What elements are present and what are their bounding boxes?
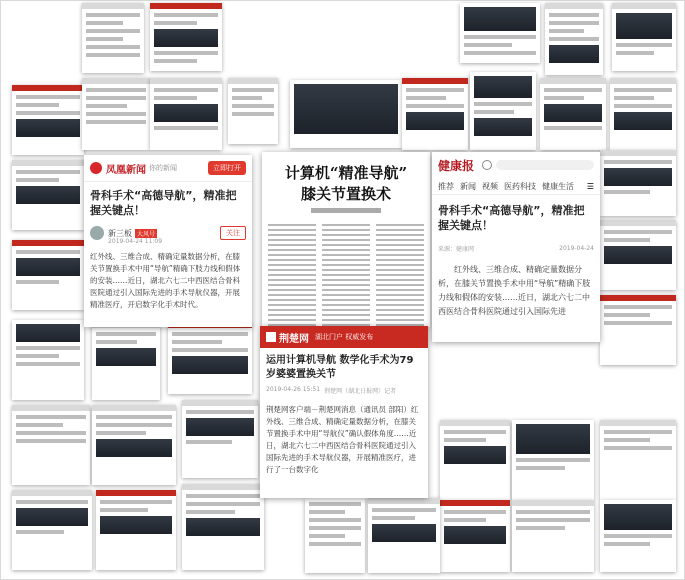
bg-shot [368,498,440,573]
ifeng-logo-icon [90,162,102,174]
ifeng-news-card [84,155,252,327]
bg-shot [600,150,676,216]
jiankang-card [432,152,600,342]
bg-shot [305,498,365,573]
bg-shot [610,78,676,150]
open-app-button[interactable]: 立即打开 [208,161,246,175]
bg-shot [512,420,594,500]
ifeng-body: 红外线、三维合成、精确定量数据分析，在膝关节置换手术中用“导航”精确下肢力线和假体的安装……近日，湖北六七二中西医结合骨科医院通过引入国际先进的手术导航仪器，开展精准医疗，开启数字化手术时代。 [90,252,241,309]
bg-shot [440,500,510,572]
bg-shot [92,322,160,400]
jingchu-headline: 运用计算机导航 数学化手术为79岁婆婆置换关节 [266,355,414,380]
bg-shot [12,320,84,400]
bg-shot [600,500,676,572]
paper-column [376,221,424,327]
follow-button[interactable]: 关注 [220,226,246,240]
bg-shot [440,420,510,500]
jiankang-source: 来源：健康网 [438,245,475,253]
tab-recommend[interactable]: 推荐 [438,181,454,191]
jingchu-source: 荆楚网（湖北日报网）记者 [324,388,397,395]
bg-shot [92,405,176,485]
bg-shot [612,3,676,71]
tab-health-life[interactable]: 健康生活 [542,181,574,191]
jiankang-body: 红外线、三维合成、精确定量数据分析，在膝关节置换手术中用“导航”精确下肢力线和假体的安装……近日，湖北六七二中西医结合骨科医院通过引入国际先进 [438,265,591,316]
paper-headline-1: 计算机“精准导航” [284,164,408,182]
paper-column [268,221,316,327]
jingchu-brand-sub: 湖北门户 权威发布 [315,333,374,341]
bg-shot [545,3,603,75]
ifeng-brand: 凤凰新闻 [106,164,146,176]
jingchu-logo-icon [266,332,276,342]
avatar [90,226,104,240]
bg-shot [150,3,222,71]
bg-shot [96,490,176,570]
paper-columns [262,221,430,327]
bg-shot [460,3,540,63]
bg-shot [82,3,144,73]
bg-shot [12,240,84,310]
jiankang-headline: 骨科手术“高德导航”，精准把握关键点！ [438,204,585,232]
paper-column [322,221,370,327]
jiankang-date: 2019-04-24 [559,244,594,252]
jingchu-brand: 荆楚网 [279,333,309,345]
author-name: 新三板 [108,228,132,238]
paper-headline-2: 膝关节置换术 [300,185,391,203]
bg-shot [82,78,150,150]
menu-icon[interactable]: ☰ [586,181,594,191]
author-badge: 大风号 [137,230,156,238]
bg-shot [150,78,222,150]
jiankang-header [432,152,600,178]
bg-shot [168,322,252,394]
jiankang-tabs [432,178,600,195]
search-icon[interactable] [482,160,492,170]
bg-shot [12,405,90,485]
jingchu-date: 2019-04-26 15:51 [266,386,321,393]
tab-video[interactable]: 视频 [482,181,498,191]
jiankang-meta [432,239,600,257]
ifeng-headline: 骨科手术“高德导航”，精准把握关键点！ [90,189,237,217]
jiankang-brand: 健康报 [438,158,475,173]
bg-shot [470,72,536,150]
bg-shot [512,500,594,572]
bg-shot [600,220,676,290]
article-date: 2019-04-24 11:09 [108,238,163,245]
bg-shot [228,78,278,144]
jingchu-header [260,326,428,348]
search-bar[interactable] [496,160,594,170]
bg-shot [600,295,676,365]
paper-subline [311,208,381,213]
bg-shot [540,78,606,150]
bg-shot [182,484,264,570]
jingchu-card [260,326,428,498]
bg-shot [182,400,258,478]
bg-shot [12,85,84,155]
tab-medtech[interactable]: 医药科技 [504,181,536,191]
bg-shot [402,78,468,150]
bg-shot [600,420,676,500]
bg-shot [290,80,402,148]
bg-shot [12,160,84,230]
jingchu-body: 荆楚网客户端－荆楚网消息（通讯员 部阳）红外线、三维合成、精确定量数据分析，在膝关节置换手术中用“导航仪”确认假体角度……近日，湖北六七二中西医结合骨科医院通过引入国际先进的手术导航仪器，开展精准医疗，进行了一台数字化 [266,405,419,474]
ifeng-header [84,155,252,182]
jingchu-meta [260,386,428,400]
tab-news[interactable]: 新闻 [460,181,476,191]
ifeng-brand-sub: 你的新闻 [149,164,177,172]
newspaper-card [262,152,430,327]
bg-shot [12,490,92,570]
